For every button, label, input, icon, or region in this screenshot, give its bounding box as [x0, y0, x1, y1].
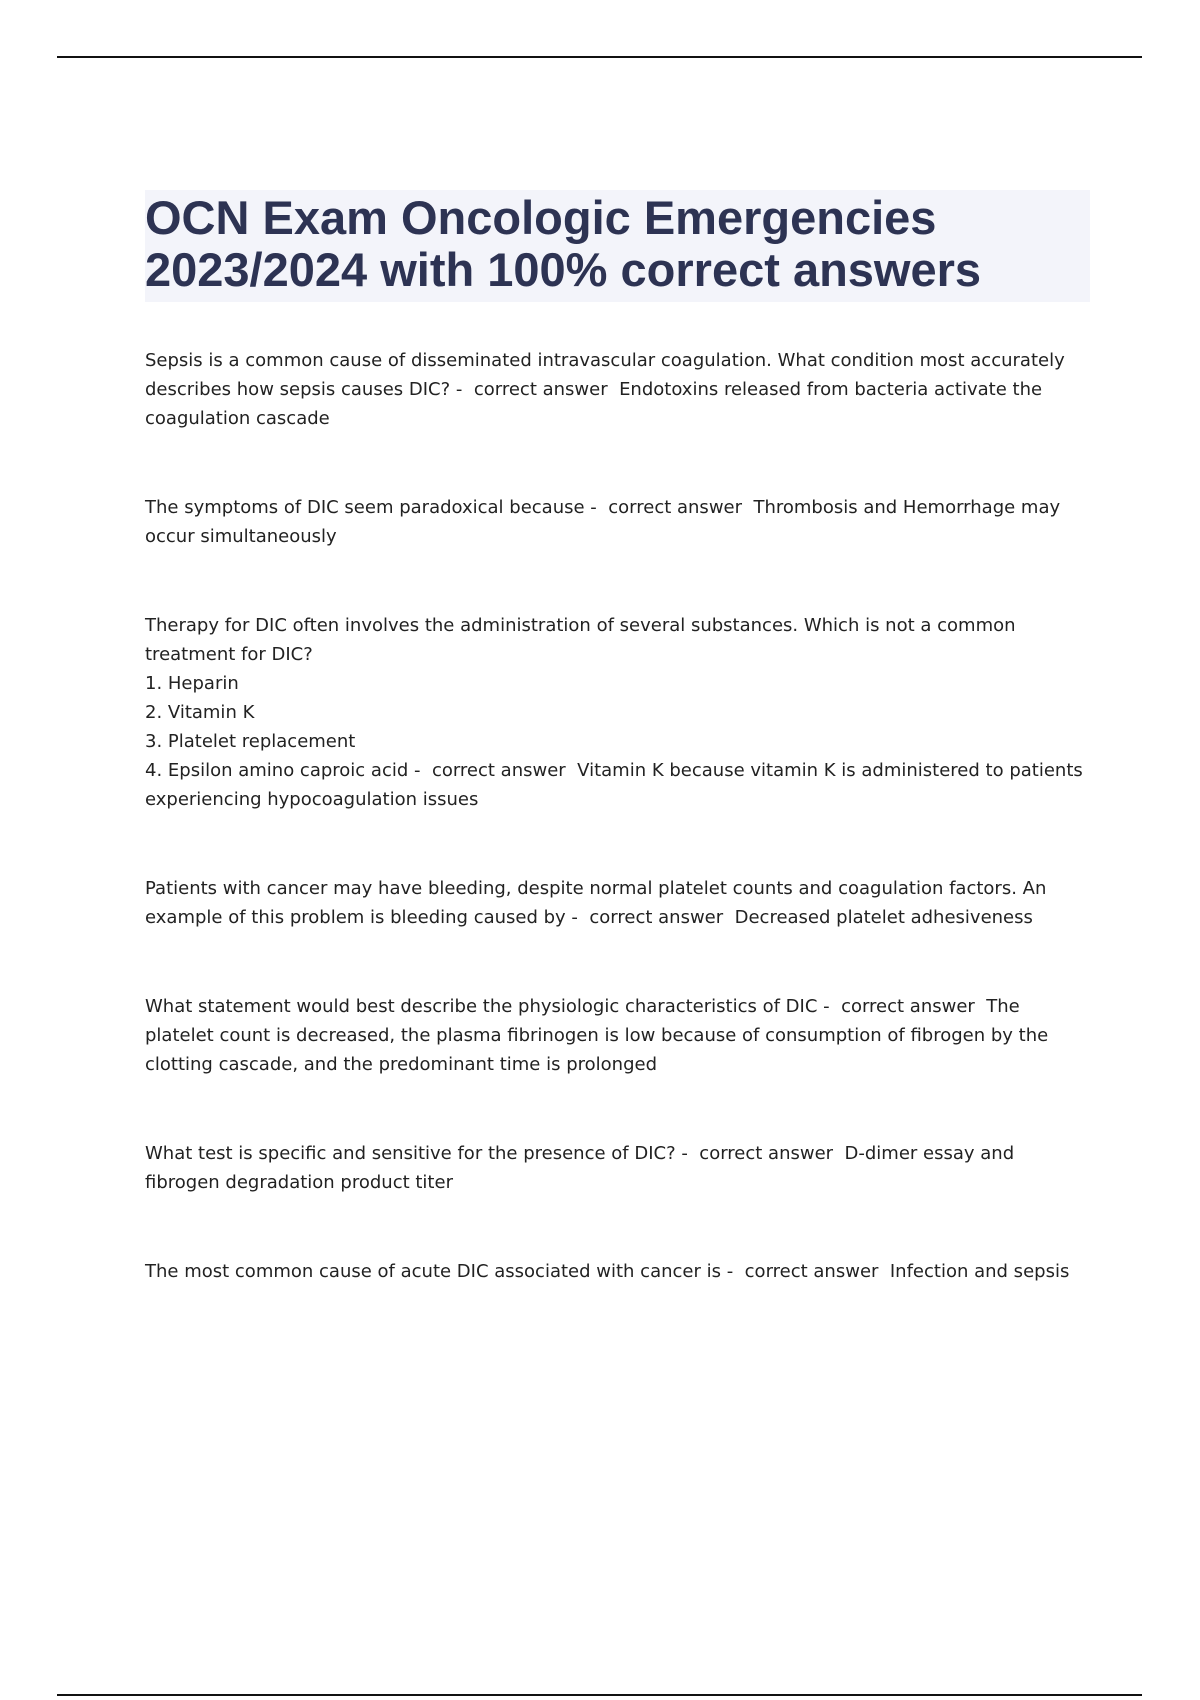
spacer — [145, 433, 1090, 493]
footer-rule — [57, 1694, 1142, 1696]
qa-content — [145, 346, 1090, 1286]
question-text: The symptoms of DIC seem paradoxical because - — [145, 497, 597, 518]
qa-item-6 — [145, 1139, 1090, 1197]
qa-paragraph — [145, 493, 1090, 551]
answer-marker: correct answer — [473, 379, 608, 400]
qa-item-4 — [145, 874, 1090, 932]
question-text: The most common cause of acute DIC associated with cancer is - — [145, 1261, 734, 1282]
answer-text: The platelet count is decreased, the plasma fibrinogen is low because of consumption of fibrogen by the clotting cascade, and the predominant time is prolonged — [145, 996, 1049, 1075]
answer-text: Thrombosis and Hemorrhage may occur simultaneously — [145, 497, 1061, 547]
qa-item-2 — [145, 493, 1090, 551]
question-text: Patients with cancer may have bleeding, despite normal platelet counts and coagulation factors. An example of this problem is bleeding caused by - — [145, 878, 1047, 928]
answer-marker: correct answer — [431, 760, 566, 781]
option-3: 3. Platelet replacement — [145, 731, 356, 752]
answer-text: Infection and sepsis — [889, 1261, 1070, 1282]
answer-marker: correct answer — [744, 1261, 879, 1282]
qa-paragraph — [145, 346, 1090, 433]
qa-paragraph — [145, 874, 1090, 932]
qa-paragraph — [145, 1139, 1090, 1197]
qa-item-5 — [145, 992, 1090, 1079]
spacer — [145, 1079, 1090, 1139]
qa-paragraph — [145, 1257, 1090, 1286]
header-rule — [57, 56, 1142, 58]
spacer — [145, 932, 1090, 992]
option-4-with-answer — [145, 756, 1090, 814]
option-2: 2. Vitamin K — [145, 702, 255, 723]
qa-item-3 — [145, 611, 1090, 814]
answer-marker: correct answer — [589, 907, 724, 928]
option-1: 1. Heparin — [145, 673, 239, 694]
title-banner — [145, 190, 1090, 302]
answer-marker: correct answer — [608, 497, 743, 518]
answer-marker: correct answer — [699, 1143, 834, 1164]
option-4: 4. Epsilon amino caproic acid - — [145, 760, 421, 781]
question-text: Therapy for DIC often involves the administration of several substances. Which is not a common treatment for DIC? — [145, 615, 1016, 665]
question-text: What test is specific and sensitive for the presence of DIC? - — [145, 1143, 688, 1164]
qa-item-7 — [145, 1257, 1090, 1286]
question-text: What statement would best describe the physiologic characteristics of DIC - — [145, 996, 830, 1017]
answer-marker: correct answer — [841, 996, 975, 1017]
spacer — [145, 1197, 1090, 1257]
qa-item-1 — [145, 346, 1090, 433]
spacer — [145, 814, 1090, 874]
answer-text: D-dimer essay and fibrogen degradation product titer — [145, 1143, 1015, 1193]
answer-text: Vitamin K because vitamin K is administered to patients experiencing hypocoagulation issues — [145, 760, 1083, 810]
answer-text: Decreased platelet adhesiveness — [734, 907, 1033, 928]
spacer — [145, 551, 1090, 611]
document-title: OCN Exam Oncologic Emergencies 2023/2024 with 100% correct answers — [145, 191, 982, 296]
answer-text: Endotoxins released from bacteria activate the coagulation cascade — [145, 379, 1043, 429]
qa-paragraph — [145, 992, 1090, 1079]
question-text: Sepsis is a common cause of disseminated intravascular coagulation. What condition most accurately describes how sepsis causes DIC? - — [145, 350, 1065, 400]
